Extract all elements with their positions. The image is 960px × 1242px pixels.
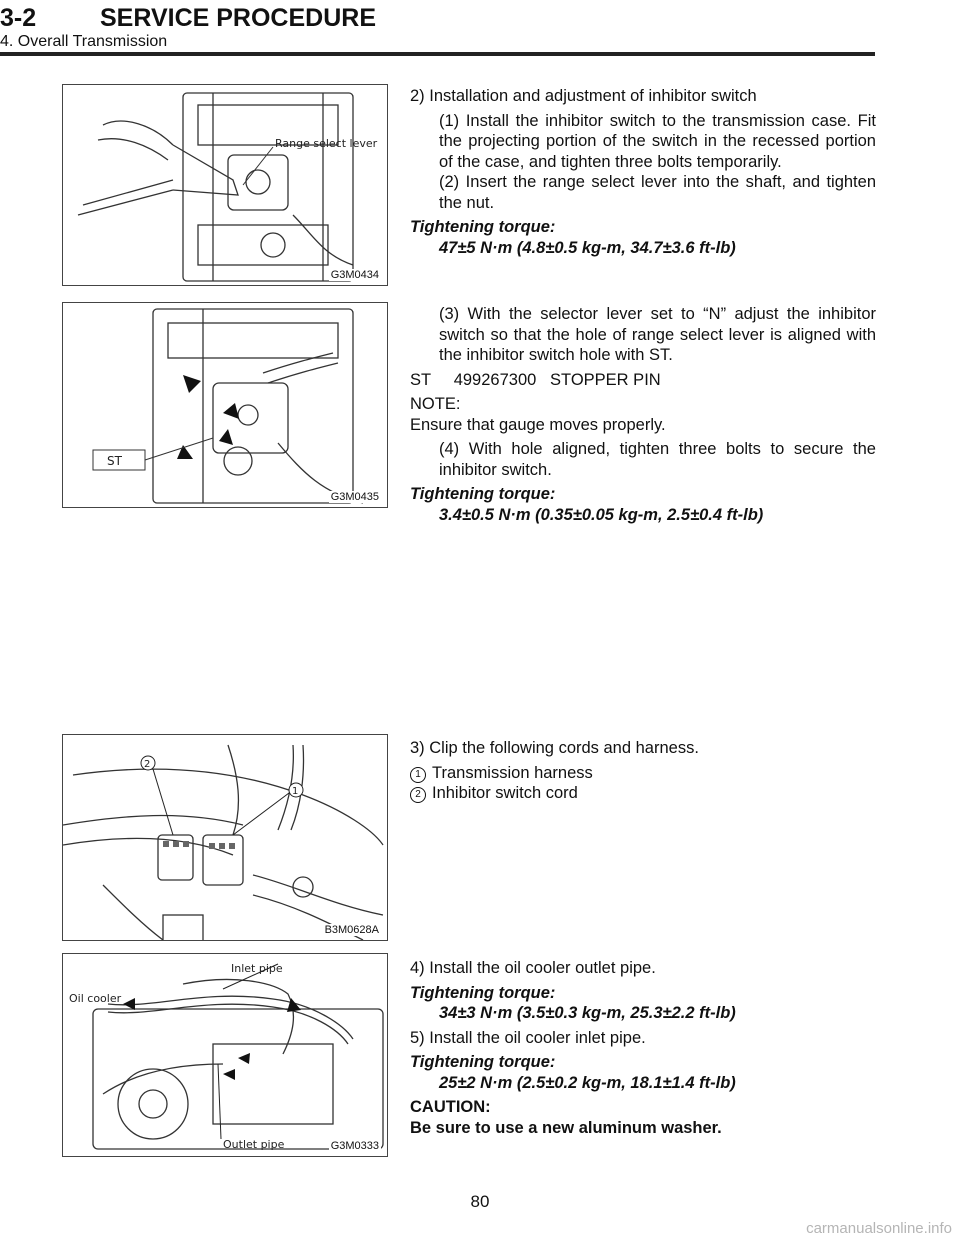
- text-block-oil-cooler: [410, 958, 876, 1142]
- callout-inlet-pipe: Inlet pipe: [231, 962, 283, 975]
- text-block-harness: [410, 738, 876, 808]
- page-number: 80: [470, 1192, 490, 1211]
- torque-value: 47±5 N·m (4.8±0.5 kg-m, 34.7±3.6 ft-lb): [439, 238, 736, 257]
- figure-drawing: [63, 735, 388, 941]
- section-subtitle: 4. Overall Transmission: [0, 33, 168, 50]
- page-header: [0, 0, 960, 60]
- figure-drawing: [63, 954, 388, 1157]
- figure-label: G3M0333: [330, 1140, 379, 1152]
- note-text: Ensure that gauge moves properly.: [410, 415, 666, 434]
- callout-st: ST: [107, 454, 122, 468]
- list-item: [410, 763, 876, 784]
- torque-value: 34±3 N·m (3.5±0.3 kg-m, 25.3±2.2 ft-lb): [439, 1004, 736, 1022]
- step-heading: 3) Clip the following cords and harness.: [410, 739, 699, 757]
- watermark: carmanualsonline.info: [806, 1220, 952, 1237]
- step-heading: 5) Install the oil cooler inlet pipe.: [410, 1028, 646, 1047]
- figure-harness-clips: [62, 734, 388, 941]
- figure-inhibitor-switch-install: [62, 84, 388, 286]
- caution-text: Be sure to use a new aluminum washer.: [410, 1118, 722, 1137]
- figure-label: B3M0628A: [324, 924, 379, 936]
- torque-label: Tightening torque:: [410, 218, 556, 236]
- torque-value: 3.4±0.5 N·m (0.35±0.05 kg-m, 2.5±0.4 ft-lb): [439, 505, 764, 524]
- callout-2: 2: [144, 759, 151, 770]
- text-block-inhibitor-adjust: [410, 304, 876, 529]
- torque-label: Tightening torque:: [410, 485, 556, 503]
- torque-value: 25±2 N·m (2.5±0.2 kg-m, 18.1±1.4 ft-lb): [439, 1073, 736, 1092]
- callout-range-select-lever: Range select lever: [275, 137, 378, 150]
- item-text: Inhibitor switch cord: [432, 784, 578, 802]
- special-tool-line: ST 499267300 STOPPER PIN: [410, 370, 661, 389]
- header-rule: [0, 52, 875, 56]
- step-text: (1) Install the inhibitor switch to the transmission case. Fit the projecting portion of the switch in the recessed portion of the case, and tighten three bolts temporarily.: [439, 111, 876, 171]
- step-heading: 4) Install the oil cooler outlet pipe.: [410, 959, 656, 977]
- figure-oil-cooler-pipes: [62, 953, 388, 1157]
- item-text: Transmission harness: [432, 763, 593, 782]
- callout-outlet-pipe: Outlet pipe: [223, 1138, 285, 1151]
- list-item: [410, 783, 876, 804]
- figure-inhibitor-adjust: [62, 302, 388, 508]
- figure-label: G3M0435: [330, 491, 379, 503]
- figure-drawing: [63, 85, 388, 286]
- torque-label: Tightening torque:: [410, 983, 556, 1002]
- note-label: NOTE:: [410, 395, 461, 413]
- step-heading: 2) Installation and adjustment of inhibitor switch: [410, 87, 757, 105]
- item-number-badge: 1: [410, 767, 426, 783]
- step-text: (4) With hole aligned, tighten three bolts to secure the inhibitor switch.: [439, 440, 876, 479]
- torque-label: Tightening torque:: [410, 1053, 556, 1071]
- step-text: (2) Insert the range select lever into the shaft, and tighten the nut.: [439, 173, 876, 212]
- figure-label: G3M0434: [330, 269, 379, 281]
- text-block-inhibitor-install: [410, 86, 876, 262]
- callout-1: 1: [292, 786, 299, 797]
- caution-label: CAUTION:: [410, 1098, 491, 1116]
- item-number-badge: 2: [410, 787, 426, 803]
- section-title: SERVICE PROCEDURE: [100, 4, 376, 32]
- figure-drawing: [63, 303, 388, 508]
- section-number: 3-2: [0, 4, 37, 32]
- callout-oil-cooler: Oil cooler: [69, 992, 122, 1005]
- step-text: (3) With the selector lever set to “N” adjust the inhibitor switch so that the hole of range select lever is aligned with the inhibitor switch hole with ST.: [439, 305, 876, 364]
